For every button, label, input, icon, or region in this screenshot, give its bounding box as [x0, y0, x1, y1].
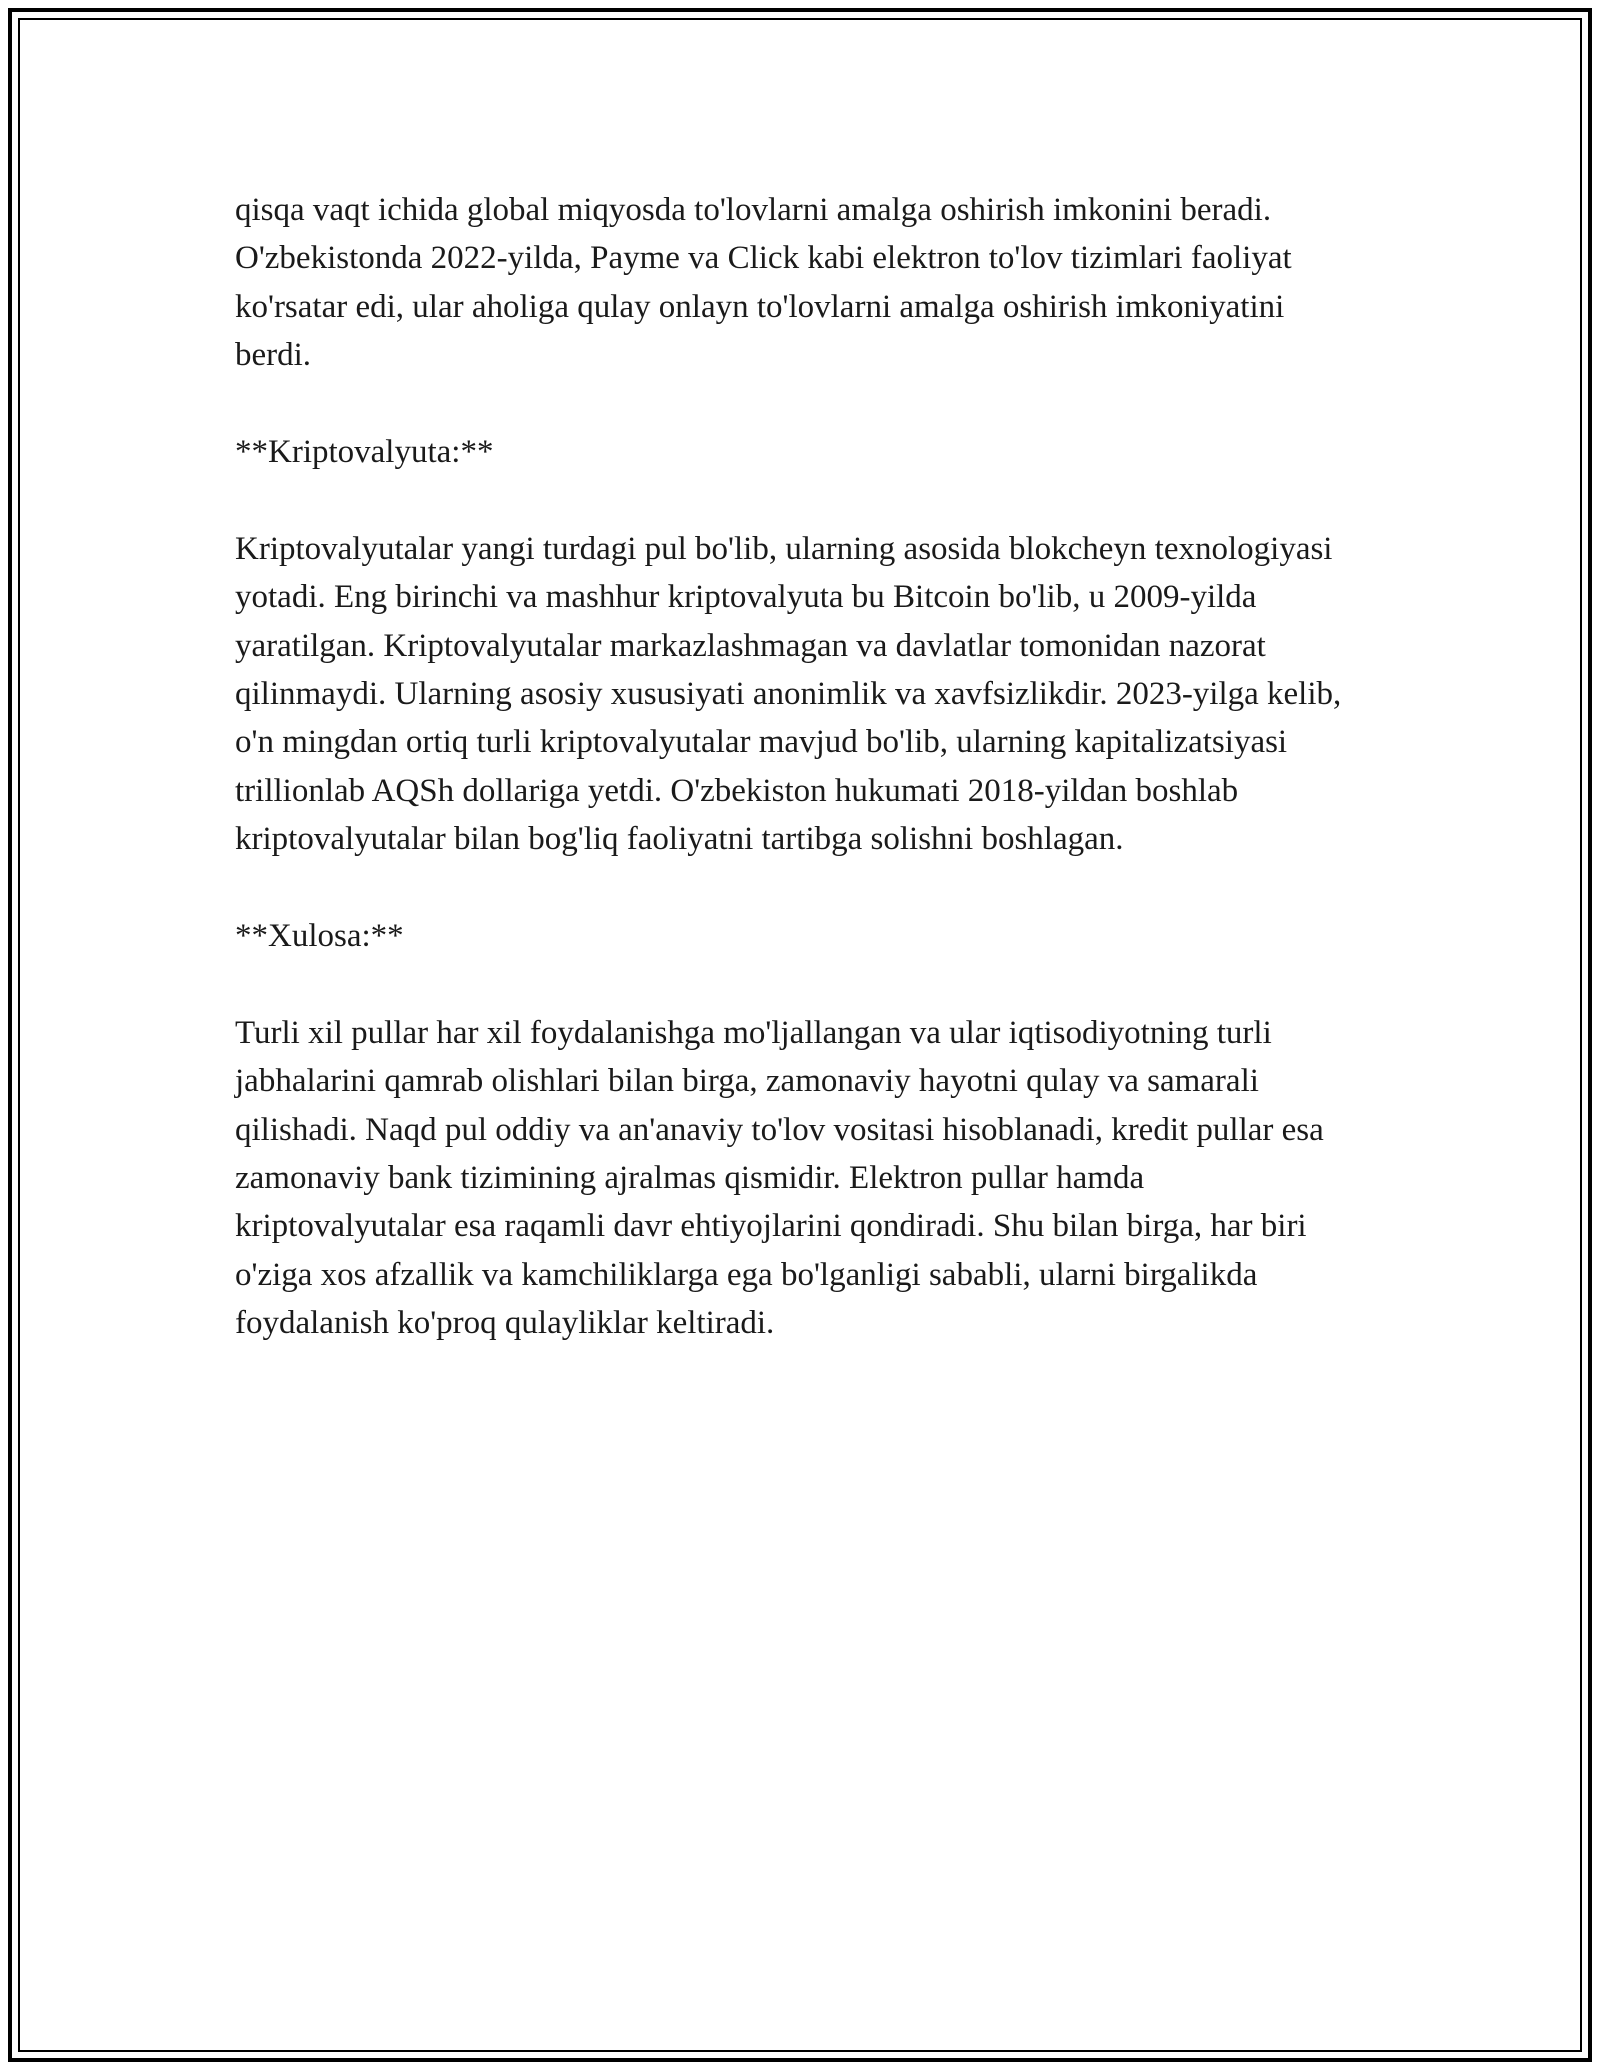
paragraph-xulosa: Turli xil pullar har xil foydalanishga mo'ljallangan va ular iqtisodiyotning turli jabhalarini qamrab olishlari bilan birga, zamonaviy hayotni qulay va samarali qilishadi. Naqd pul oddiy va an'anaviy to'lov vositasi hisoblanadi, kredit pullar esa zamonaviy bank tizimining ajralmas qismidir. Elektron pullar hamda kriptovalyutalar esa raqamli davr ehtiyojlarini qondiradi. Shu bilan birga, har biri o'ziga xos afzallik va kamchiliklarga ega bo'lganligi sababli, ularni birgalikda foydalanish ko'proq qulayliklar keltiradi. [235, 1014, 1324, 1342]
paragraph-kriptovalyuta: Kriptovalyutalar yangi turdagi pul bo'lib, ularning asosida blokcheyn texnologiyasi yotadi. Eng birinchi va mashhur kriptovalyuta bu Bitcoin bo'lib, u 2009-yilda yaratilgan. Kriptovalyutalar markazlashmagan va davlatlar tomonidan nazorat qilinmaydi. Ularning asosiy xususiyati anonimlik va xavfsizlikdir. 2023-yilga kelib, o'n mingdan ortiq turli kriptovalyutalar mavjud bo'lib, ularning kapitalizatsiyasi trillionlab AQSh dollariga yetdi. O'zbekiston hukumati 2018-yildan boshlab kriptovalyutalar bilan bog'liq faoliyatni tartibga solishni boshlagan. [235, 530, 1342, 858]
heading-xulosa: **Xulosa:** [235, 918, 404, 955]
paragraph-electronic-payments-continued: qisqa vaqt ichida global miqyosda to'lovlarni amalga oshirish imkonini beradi. O'zbekistonda 2022-yilda, Payme va Click kabi elektron to'lov tizimlari faoliyat ko'rsatar edi, ular aholiga qulay onlayn to'lovlarni amalga oshirish imkoniyatini berdi. [235, 192, 1292, 374]
document-body [235, 186, 1345, 1396]
heading-kriptovalyuta: **Kriptovalyuta:** [235, 434, 494, 471]
